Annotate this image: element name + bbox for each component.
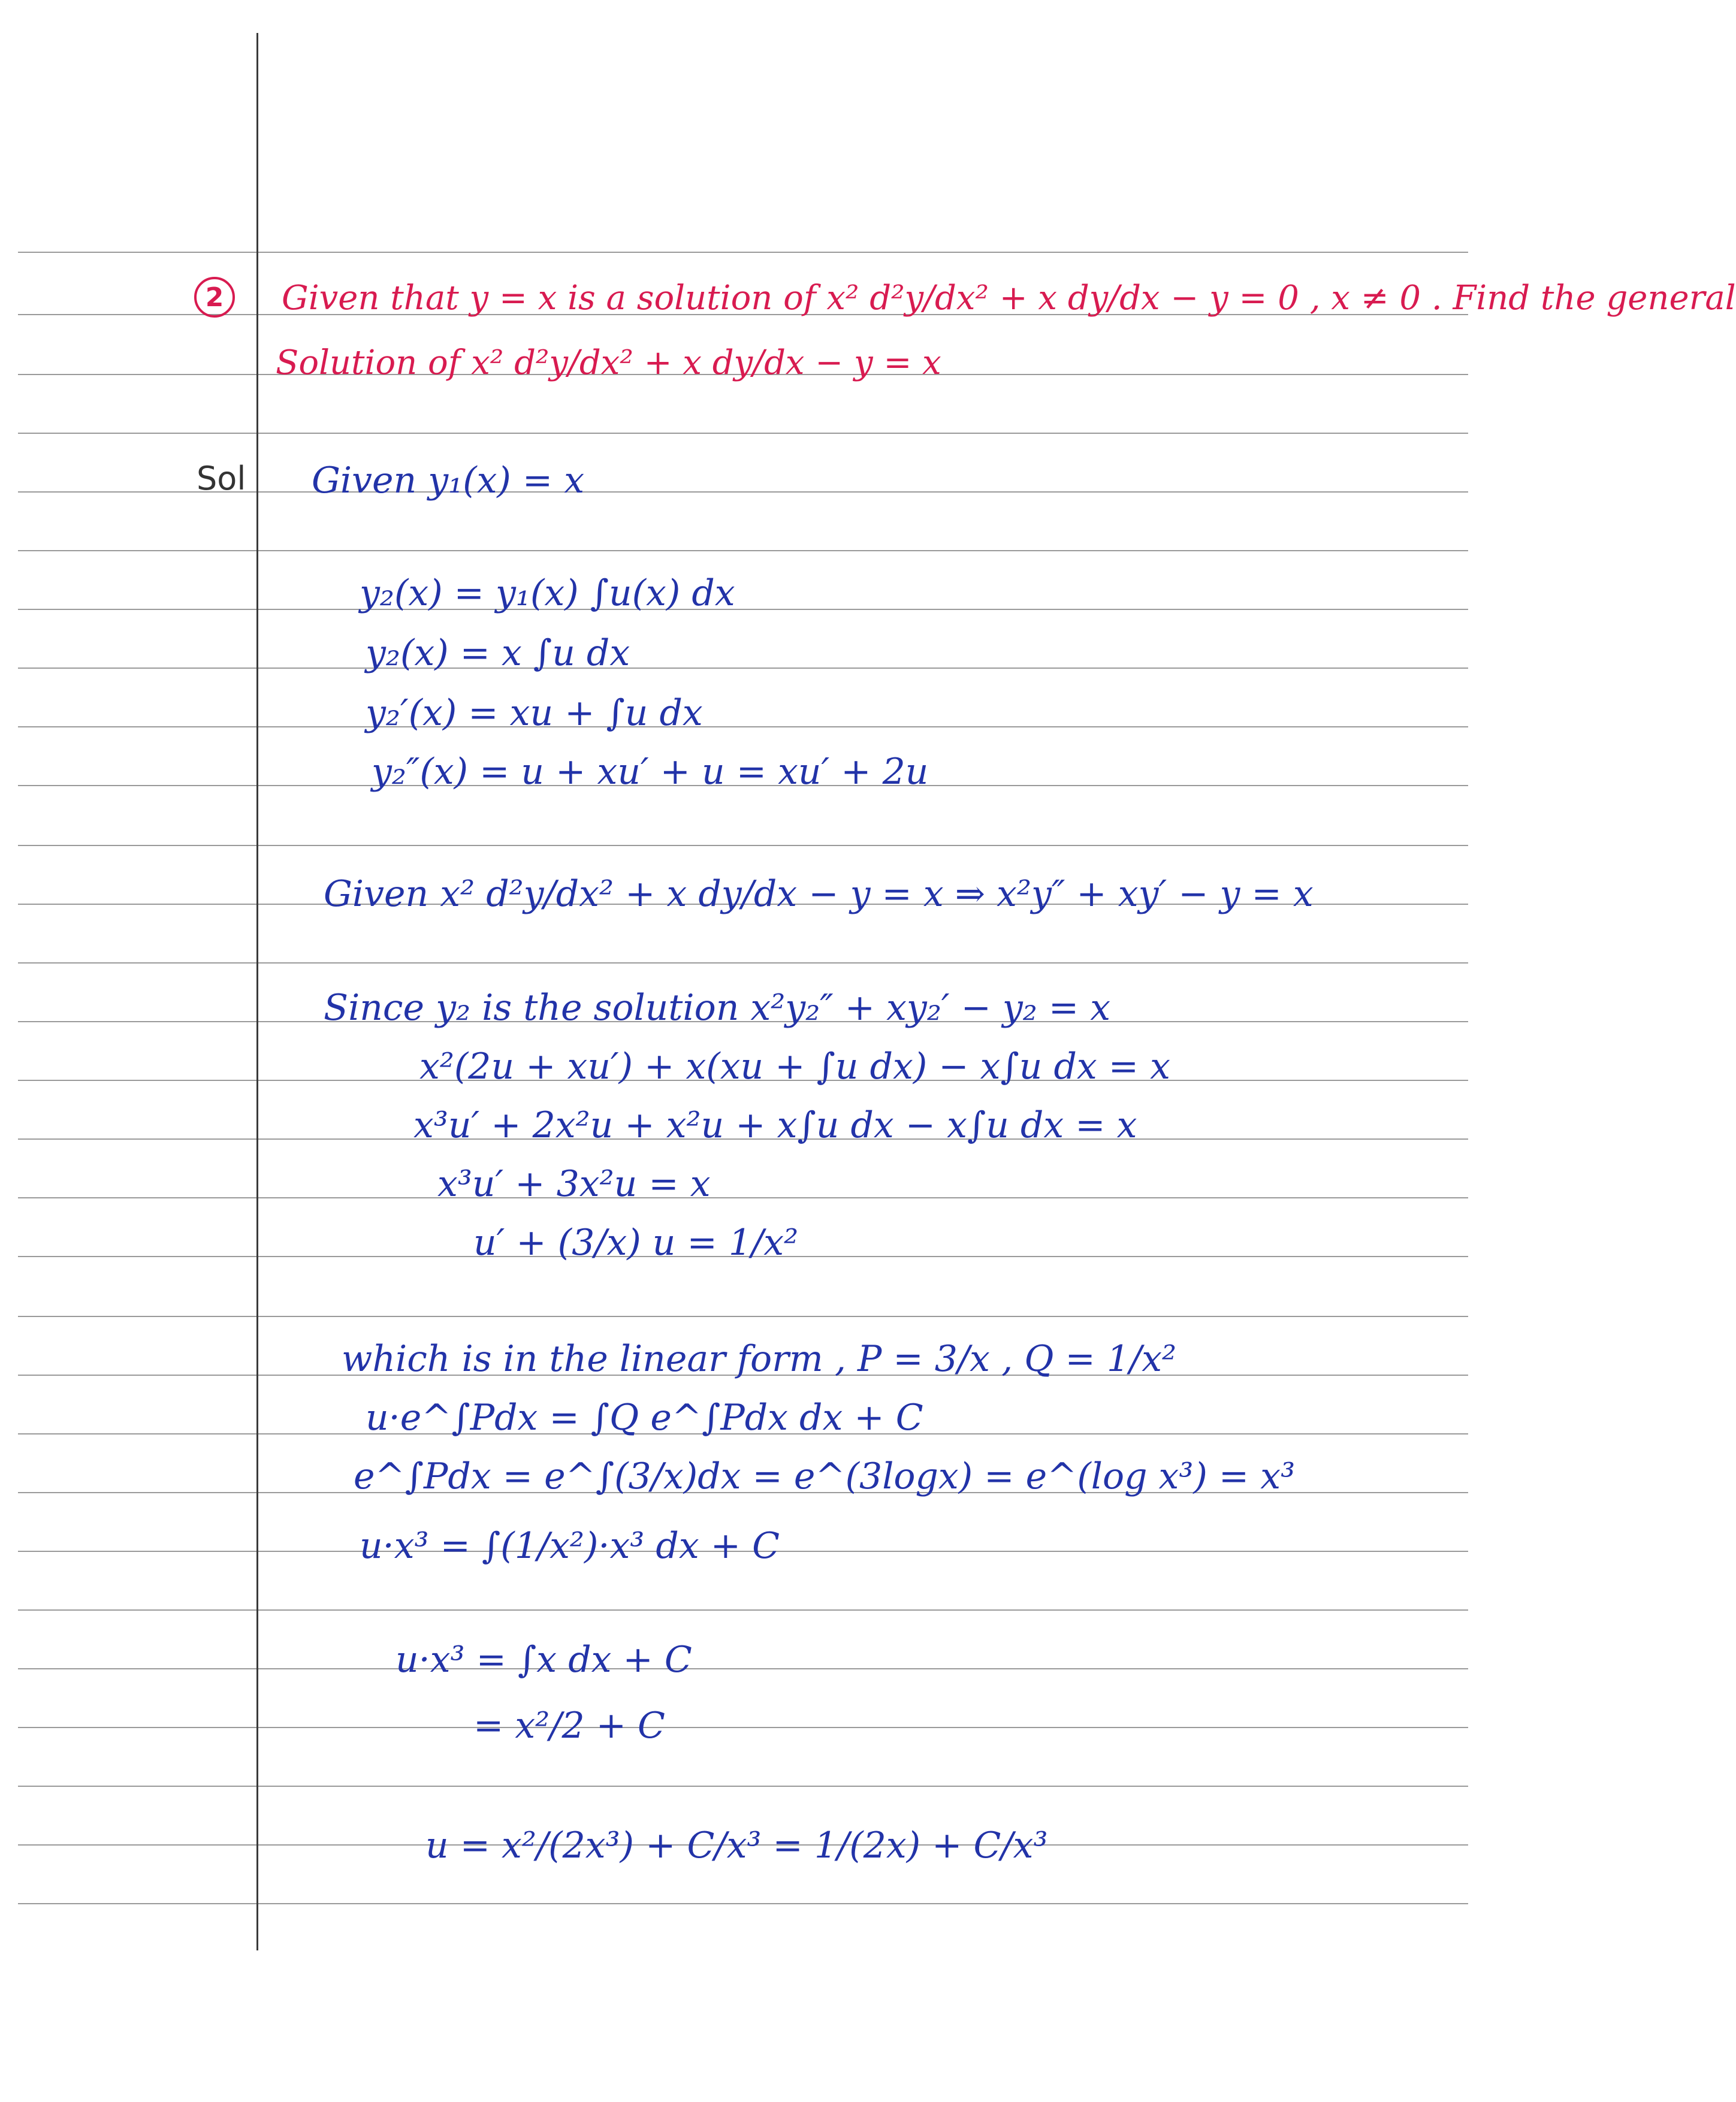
ruled-line [18,609,1468,610]
margin-line [256,33,258,1950]
solution-line: y₂(x) = x ∫u dx [366,632,630,674]
ruled-line [18,668,1468,669]
solution-line: = x²/2 + C [473,1705,665,1747]
ruled-line [18,845,1468,846]
ruled-line [18,962,1468,964]
question-line-2: Solution of x² d²y/dx² + x dy/dx − y = x [276,343,941,382]
solution-line: x²(2u + xu′) + x(xu + ∫u dx) − x∫u dx = x [419,1046,1170,1088]
ruled-line [18,1668,1468,1669]
solution-line: y₂(x) = y₁(x) ∫u(x) dx [360,572,735,614]
ruled-line [18,1316,1468,1317]
ruled-line [18,550,1468,551]
solution-line: u′ + (3/x) u = 1/x² [473,1222,799,1264]
solution-line: which is in the linear form , P = 3/x , Q = 1/x² [342,1338,1177,1380]
solution-line: u·x³ = ∫x dx + C [395,1639,692,1681]
solution-line: x³u′ + 3x²u = x [437,1163,711,1205]
ruled-line [18,726,1468,727]
solution-line: u·e^∫Pdx = ∫Q e^∫Pdx dx + C [366,1397,923,1439]
solution-line: x³u′ + 2x²u + x²u + x∫u dx − x∫u dx = x [413,1104,1137,1146]
solution-line: y₂′(x) = xu + ∫u dx [366,692,703,734]
solution-line: e^∫Pdx = e^∫(3/x)dx = e^(3logx) = e^(log x³) = x³ [354,1455,1296,1497]
sol-label: Sol [197,460,246,497]
solution-line: y₂″(x) = u + xu′ + u = xu′ + 2u [372,751,929,793]
ruled-line [18,1903,1468,1904]
ruled-line [18,433,1468,434]
ruled-line [18,1727,1468,1728]
ruled-line [18,1786,1468,1787]
ruled-line [18,1609,1468,1611]
ruled-line [18,1197,1468,1198]
solution-line: u = x²/(2x³) + C/x³ = 1/(2x) + C/x³ [425,1825,1048,1867]
solution-line: Given y₁(x) = x [312,460,585,502]
solution-line: u·x³ = ∫(1/x²)·x³ dx + C [360,1525,780,1567]
question-number-circle: 2 [194,277,235,318]
question-line-1: Given that y = x is a solution of x² d²y/dx² + x dy/dx − y = 0 , x ≠ 0 . Find the general [282,279,1736,318]
solution-line: Since y₂ is the solution x²y₂″ + xy₂′ − y₂ = x [324,987,1111,1029]
ruled-line [18,252,1468,253]
solution-line: Given x² d²y/dx² + x dy/dx − y = x ⇒ x²y″ + xy′ − y = x [324,873,1314,915]
